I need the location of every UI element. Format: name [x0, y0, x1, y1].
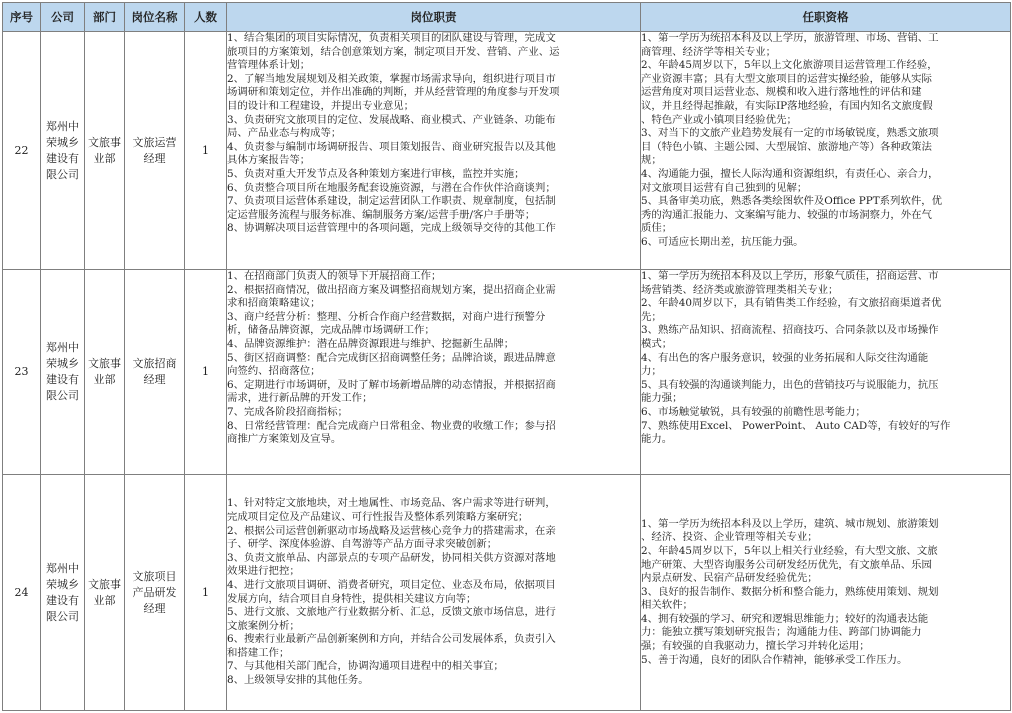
title-line: 文旅招商 [132, 357, 177, 370]
qual-line: 1、第一学历为统招本科及以上学历，旅游管理、市场、营销、工 [641, 32, 939, 44]
dept-line: 业部 [93, 151, 116, 165]
header-duties: 岗位职责 [227, 3, 641, 32]
duty-line: 发展方向，结合项目自身特性，提供相关建议方向等； [227, 592, 477, 605]
qual-line: 商管理、经济学等相关专业； [641, 45, 777, 58]
qual-line: 质佳； [641, 222, 673, 235]
qual-line: 5、善于沟通，良好的团队合作精神，能够承受工作压力。 [641, 653, 908, 666]
duty-line: 3、商户经营分析：整理、分析合作商户经营数据，对商户进行预警分 [227, 310, 546, 323]
company-line: 建设有 [46, 593, 79, 607]
table-row [3, 475, 1011, 711]
qual-line: 先； [641, 310, 662, 323]
cell-duties [227, 270, 641, 475]
duty-line: 7、负责项目运营体系建设，制定运营团队工作职责、规章制度，包括制 [227, 195, 556, 208]
company-line: 郑州中 [46, 561, 79, 575]
title-line: 文旅运营 [132, 135, 177, 149]
title-line: 经理 [143, 373, 166, 386]
duty-line: 2、了解当地发展规划及相关政策，掌握市场需求导向，组织进行项目市 [227, 72, 556, 85]
cell-dept [85, 270, 125, 475]
dept-line: 文旅事 [88, 135, 121, 149]
cell-dept [85, 32, 125, 270]
cell-title [125, 475, 185, 711]
title-line: 文旅项目 [132, 569, 177, 583]
cell-duties [227, 475, 641, 711]
qual-line: 模式； [641, 337, 673, 350]
duty-line: 5、进行文旅、文旅地产行业数据分析、汇总，反馈文旅市场信息，进行 [227, 606, 556, 619]
duty-line: 3、负责文旅单品、内部景点的专项产品研发，协同相关供方资源对落地 [227, 551, 556, 564]
duty-line: 子、研学、深度体验游、自驾游等产品方面寻求突破创新； [227, 538, 498, 551]
duty-line: 效果进行把控； [227, 565, 300, 578]
duty-line: 8、上级领导安排的其他任务。 [227, 674, 369, 687]
qual-line: 力； [641, 365, 662, 378]
qual-line: 强；有较强的自我驱动力，擅长学习并转化运用； [641, 640, 870, 653]
duty-line: 旅项目的方案策划，结合创意策划方案，制定项目开发、营销、产业、运 [227, 45, 560, 58]
duty-line: 4、品牌资源维护：潜在品牌资源跟进与维护、挖掘新生品牌； [227, 337, 515, 350]
duty-line: 1、在招商部门负责人的领导下开展招商工作； [227, 270, 442, 282]
cell-dept [85, 475, 125, 711]
qual-line: 场营销类、经济类或旅游管理类相关专业； [641, 283, 839, 296]
header-quals: 任职资格 [641, 3, 1011, 32]
qual-line: 3、良好的报告制作、数据分析和整合能力，熟练使用策划、规划 [641, 585, 939, 598]
header-dept: 部门 [85, 3, 125, 32]
duty-line: 2、根据公司运营创新驱动市场战略及运营核心竞争力的搭建需求，在亲 [227, 524, 556, 537]
duty-line: 7、完成各阶段招商指标； [227, 405, 348, 418]
qual-line: 、经济、投资、企业管理等相关专业； [641, 531, 818, 544]
cell-duties [227, 32, 641, 270]
cell-company [41, 475, 85, 711]
header-count: 人数 [185, 3, 227, 32]
cell-title [125, 270, 185, 475]
duty-line: 定运营服务流程与服务标准、编制服务方案/运营手册/客户手册等； [227, 208, 536, 221]
cell-quals [641, 270, 1011, 475]
company-line: 荣城乡 [46, 135, 79, 149]
duty-line: 4、进行文旅项目调研、消费者研究，项目定位、业态及布局，依据项目 [227, 578, 556, 591]
duty-line: 5、街区招商调整：配合完成街区招商调整任务；品牌洽谈，跟进品牌意 [227, 351, 556, 364]
qual-line: 2、年龄45周岁以下，5年以上相关行业经验，有大型文旅、文旅 [641, 544, 938, 557]
qual-line: 5、具备审美功底，熟悉各类绘图软件及Office PPT系列软件，优 [641, 195, 943, 208]
dept-line: 业部 [93, 593, 116, 607]
qual-line: 相关软件； [641, 599, 693, 612]
duty-line: 目的设计和工程建设，并提出专业意见； [227, 99, 415, 112]
duty-line: 1、结合集团的项目实际情况，负责相关项目的团队建设与管理，完成文 [227, 32, 556, 44]
title-line: 经理 [143, 601, 166, 615]
cell-seq: 24 [3, 475, 41, 711]
duty-line: 析，储备品牌资源，完成品牌市场调研工作； [227, 324, 435, 337]
duty-line: 5、负责对重大开发节点及各种策划方案进行审核，监控并实施； [227, 167, 525, 180]
company-line: 荣城乡 [46, 357, 79, 370]
qual-line: 地产研策、大型咨询服务公司研发经历优先，有文旅单品、乐园 [641, 558, 932, 571]
duty-line: 6、搜索行业最新产品创新案例和方向，并结合公司发展体系，负责引入 [227, 633, 556, 646]
cell-quals [641, 32, 1011, 270]
duty-line: 营管理体系计划； [227, 59, 311, 72]
duty-line: 和搭建工作； [227, 646, 290, 659]
company-line: 荣城乡 [46, 577, 79, 591]
job-table [2, 2, 1011, 711]
qual-line: 4、有出色的客户服务意识，较强的业务拓展和人际交往沟通能 [641, 351, 929, 364]
table-row [3, 32, 1011, 270]
dept-line: 文旅事 [88, 577, 121, 591]
duty-line: 文旅案例分析； [227, 619, 300, 632]
header-seq: 序号 [3, 3, 41, 32]
header-title: 岗位名称 [125, 3, 185, 32]
duty-line: 6、负责整合项目所在地服务配套设施资源，与潜在合作伙伴洽商谈判； [227, 181, 556, 194]
company-line: 限公司 [46, 389, 79, 402]
duty-line: 需求，进行新品牌的开发工作； [227, 392, 373, 405]
company-line: 限公司 [46, 609, 79, 623]
qual-line: 对文旅项目运营有自己独到的见解； [641, 181, 808, 194]
company-line: 郑州中 [46, 341, 79, 354]
duty-line: 6、定期进行市场调研，及时了解市场新增品牌的动态情报，并根据招商 [227, 378, 556, 391]
qual-line: 5、具有较强的沟通谈判能力，出色的营销技巧与说服能力，抗压 [641, 378, 939, 391]
qual-line: 能力。 [641, 433, 673, 446]
cell-quals [641, 475, 1011, 711]
qual-line: 6、市场触觉敏锐，具有较强的前瞻性思考能力； [641, 405, 866, 418]
header-company: 公司 [41, 3, 85, 32]
dept-line: 文旅事业部 [88, 357, 121, 386]
qual-line: 2、年龄40周岁以下，具有销售类工作经验，有文旅招商渠道者优 [641, 297, 942, 310]
title-line: 产品研发 [132, 585, 177, 599]
duty-line: 求和招商策略建议； [227, 297, 321, 310]
duty-line: 7、与其他相关部门配合，协调沟通项目进程中的相关事宜； [227, 660, 504, 673]
qual-line: 4、拥有较强的学习、研究和逻辑思维能力；较好的沟通表达能 [641, 612, 929, 625]
qual-line: 3、对当下的文旅产业趋势发展有一定的市场敏锐度，熟悉文旅项 [641, 127, 939, 140]
duty-line: 向签约、招商落位； [227, 365, 321, 378]
qual-line: 能力强； [641, 392, 683, 405]
cell-title [125, 32, 185, 270]
qual-line: 6、可适应长期出差，抗压能力强。 [641, 235, 804, 248]
qual-line: 1、第一学历为统招本科及以上学历，形象气质佳，招商运营、市 [641, 270, 939, 282]
qual-line: 7、熟练使用Excel、 PowerPoint、 Auto CAD等，有较好的写作 [641, 419, 951, 432]
qual-line: 内景点研发、民宿产品研发经验优先； [641, 572, 818, 585]
duty-line: 具体方案报告等； [227, 154, 311, 167]
duty-line: 商推广方案策划及宣导。 [227, 433, 342, 446]
duty-line: 3、负责研究文旅项目的定位、发展战略、商业模式、产业链条、功能布 [227, 113, 556, 126]
qual-line: 秀的沟通汇报能力、文案编写能力、较强的市场洞察力，外在气 [641, 208, 932, 221]
qual-line: 运营角度对项目运营业态、规模和收入进行落地性的评估和建 [641, 86, 922, 99]
cell-company [41, 270, 85, 475]
duty-line: 4、负责参与编制市场调研报告、项目策划报告、商业研究报告以及其他 [227, 140, 556, 153]
qual-line: 、特色产业或小镇项目经验优先； [641, 113, 797, 126]
qual-line: 1、第一学历为统招本科及以上学历，建筑、城市规划、旅游策划 [641, 517, 939, 530]
company-line: 建设有 [46, 151, 79, 165]
cell-seq: 22 [3, 32, 41, 270]
cell-company [41, 32, 85, 270]
company-line: 建设有 [46, 373, 79, 386]
cell-count: 1 [185, 32, 227, 270]
duty-line: 场调研和策划定位，并作出准确的判断，并从经营管理的角度参与开发项 [227, 86, 560, 99]
title-line: 经理 [143, 151, 166, 165]
duty-line: 完成项目定位及产品建议、可行性报告及整体系列策略方案研究； [227, 510, 529, 523]
table-row [3, 270, 1011, 475]
duty-line: 8、协调解决项目运营管理中的各项问题，完成上级领导交待的其他工作 [227, 222, 556, 235]
duty-line: 8、日常经营管理：配合完成商户日常租金、物业费的收缴工作；参与招 [227, 419, 556, 432]
qual-line: 目（特色小镇、主题公园、大型展馆、旅游地产等）各种政策法 [641, 140, 932, 153]
duty-line: 局、产品业态与构成等； [227, 127, 342, 140]
qual-line: 规； [641, 154, 662, 167]
qual-line: 3、熟练产品知识、招商流程、招商技巧、合同条款以及市场操作 [641, 324, 939, 337]
qual-line: 2、年龄45周岁以下，5年以上文化旅游项目运营管理工作经验， [641, 59, 938, 72]
cell-seq: 23 [3, 270, 41, 475]
duty-line: 1、针对特定文旅地块，对土地属性、市场竞品、客户需求等进行研判， [227, 497, 556, 510]
qual-line: 议，并且经得起推敲，有实际IP落地经验，有国内知名文旅度假 [641, 99, 933, 112]
header-row [3, 3, 1011, 32]
qual-line: 力：能独立撰写策划研究报告；沟通能力佳、跨部门协调能力 [641, 626, 922, 639]
cell-count: 1 [185, 270, 227, 475]
company-line: 限公司 [46, 167, 79, 181]
cell-count: 1 [185, 475, 227, 711]
company-line: 郑州中 [46, 119, 79, 133]
duty-line: 2、根据招商情况，做出招商方案及调整招商规划方案，提出招商企业需 [227, 283, 556, 296]
qual-line: 4、沟通能力强，擅长人际沟通和资源组织，有责任心、亲合力， [641, 167, 939, 180]
qual-line: 产业资源丰富；具有大型文旅项目的运营实操经验，能够从实际 [641, 72, 932, 85]
